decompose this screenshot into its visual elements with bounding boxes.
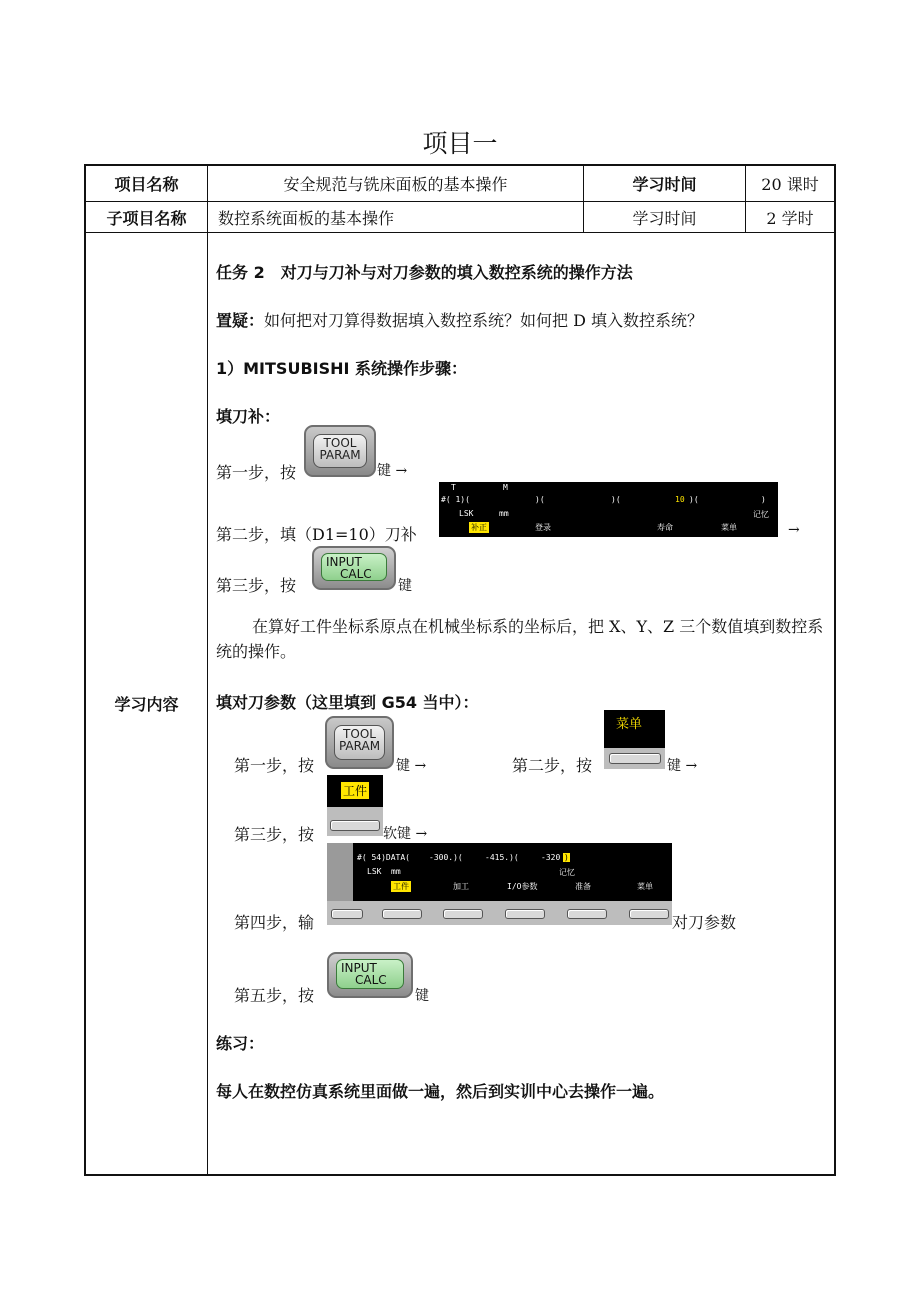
cnc-screen-tool-comp	[439, 482, 778, 537]
tool-param-key-2[interactable]	[325, 716, 394, 769]
screen2-unit: mm	[391, 867, 401, 876]
s1-step2-prefix: 第二步，填（D1=10）刀补	[216, 525, 417, 544]
input-key-line1: INPUT	[326, 555, 362, 569]
s2-step5-prefix: 第五步，按	[234, 986, 315, 1005]
screen1-field-3: )(	[611, 495, 621, 504]
sub-study-time-label: 学习时间	[632, 208, 697, 228]
menu-softkey-screen	[604, 710, 665, 748]
input-calc-key[interactable]	[312, 546, 396, 590]
section-mitsubishi: 1）MITSUBISHI 系统操作步骤：	[216, 359, 468, 378]
s1-step2-arrow: →	[788, 522, 800, 538]
cnc-screen-work-param	[353, 843, 672, 901]
menu-softkey-button[interactable]	[609, 753, 661, 764]
s2-step5-suffix: 键	[415, 988, 429, 1004]
screen1-field-4: )(	[689, 495, 699, 504]
softkey-back[interactable]	[331, 909, 363, 919]
s2-step3-suffix: 软键 →	[383, 826, 428, 842]
tool-key2-line1: TOOL	[343, 727, 376, 741]
screen1-unit: mm	[499, 509, 509, 518]
input-key-line2: CALC	[340, 567, 372, 581]
input-key2-line1: INPUT	[341, 961, 377, 975]
screen2-menu-menu[interactable]: 菜单	[637, 882, 653, 891]
subproject-name-value: 数控系统面板的基本操作	[218, 208, 395, 228]
param-softkey-bar	[327, 901, 672, 925]
subproject-name-label: 子项目名称	[106, 208, 187, 228]
fill-compensation-heading: 填刀补：	[216, 407, 281, 426]
s2-step2-prefix: 第二步，按	[512, 756, 593, 775]
screen1-menu-menu[interactable]: 菜单	[721, 523, 737, 532]
s1-step3-suffix: 键	[398, 578, 412, 594]
s1-step3-prefix: 第三步，按	[216, 576, 297, 595]
project-name-value: 安全规范与铣床面板的基本操作	[283, 175, 508, 194]
work-softkey-label: 工件	[343, 784, 368, 798]
practice-heading: 练习：	[216, 1034, 265, 1053]
softkey-5[interactable]	[629, 909, 669, 919]
menu-softkey-label: 菜单	[616, 717, 643, 732]
work-softkey-bar	[327, 807, 383, 836]
screen1-menu-offset[interactable]: 补正	[471, 523, 487, 532]
screen1-memory: 记忆	[753, 510, 769, 519]
screen2-memory: 记忆	[559, 868, 575, 877]
softkey-3[interactable]	[505, 909, 545, 919]
screen1-lsk: LSK	[459, 509, 474, 518]
s2-step1-prefix: 第一步，按	[234, 756, 315, 775]
screen2-cursor: )	[564, 853, 569, 862]
screen2-lsk: LSK	[367, 867, 382, 876]
screen1-m: M	[503, 483, 508, 492]
tool-key2-line2: PARAM	[338, 739, 381, 753]
softkey-1[interactable]	[382, 909, 422, 919]
coordinate-paragraph: 在算好工件坐标系原点在机械坐标系的坐标后，把 X、Y、Z 三个数值填到数控系统的操作。	[216, 617, 824, 661]
screen2-data-label: #( 54)DATA(	[357, 853, 410, 862]
screen1-field-1: #( 1)(	[441, 495, 470, 504]
tool-param-key-face	[313, 434, 367, 468]
s1-step1-suffix: 键 →	[377, 463, 408, 479]
document-title: 项目一	[422, 129, 498, 158]
s2-step1-suffix: 键 →	[396, 758, 427, 774]
work-softkey-button[interactable]	[330, 820, 380, 831]
input-calc-key-2-face	[336, 959, 404, 989]
screen2-menu-io-param[interactable]: I/O参数	[507, 882, 538, 891]
param-screen-side-panel	[327, 843, 353, 901]
tool-key-line1: TOOL	[323, 436, 357, 450]
softkey-2[interactable]	[443, 909, 483, 919]
question-text: 如何把对刀算得数据填入数控系统？如何把 D 填入数控系统？	[264, 311, 704, 330]
practice-text: 每人在数控仿真系统里面做一遍，然后到实训中心去操作一遍。	[216, 1082, 665, 1101]
tool-key-line2: PARAM	[319, 448, 361, 462]
tool-param-key[interactable]	[304, 425, 376, 477]
screen1-field-5: )	[761, 495, 766, 504]
screen1-t: T	[451, 483, 456, 492]
fill-param-heading: 填对刀参数（这里填到 G54 当中）：	[216, 693, 479, 712]
question-line	[216, 308, 703, 331]
screen2-z-value: -320	[541, 853, 561, 862]
screen1-menu-register[interactable]: 登录	[535, 523, 551, 532]
screen2-menu-prepare[interactable]: 准备	[575, 882, 591, 891]
screen2-y-value: -415.)(	[485, 853, 519, 862]
project-name-label: 项目名称	[114, 175, 179, 194]
s2-step4-suffix: 对刀参数	[672, 913, 737, 932]
screen2-x-value: -300.)(	[429, 853, 463, 862]
menu-softkey-bar	[604, 748, 665, 769]
s1-step1-prefix: 第一步，按	[216, 463, 297, 482]
study-time-label: 学习时间	[632, 175, 697, 194]
s2-step2-suffix: 键 →	[667, 758, 698, 774]
input-calc-key-face	[321, 553, 387, 581]
screen1-field-2: )(	[535, 495, 545, 504]
sub-study-time-value: 2 学时	[766, 208, 814, 228]
tool-param-key-2-face	[334, 725, 385, 760]
task-title: 任务 2 对刀与刀补与对刀参数的填入数控系统的操作方法	[216, 263, 633, 282]
question-label: 置疑：	[216, 311, 265, 330]
screen1-value-10: 10	[675, 495, 685, 504]
screen2-menu-work[interactable]: 工件	[393, 882, 409, 891]
softkey-4[interactable]	[567, 909, 607, 919]
input-calc-key-2[interactable]	[327, 952, 413, 998]
screen2-menu-machining[interactable]: 加工	[453, 882, 469, 891]
study-time-value: 20 课时	[761, 175, 819, 194]
col-divider-label	[207, 166, 208, 1174]
screen1-menu-life[interactable]: 寿命	[657, 523, 673, 532]
work-softkey-screen	[327, 775, 383, 807]
s2-step4-prefix: 第四步，输	[234, 913, 315, 932]
input-key2-line2: CALC	[355, 973, 387, 987]
learning-content-label: 学习内容	[114, 695, 179, 714]
s2-step3-prefix: 第三步，按	[234, 825, 315, 844]
